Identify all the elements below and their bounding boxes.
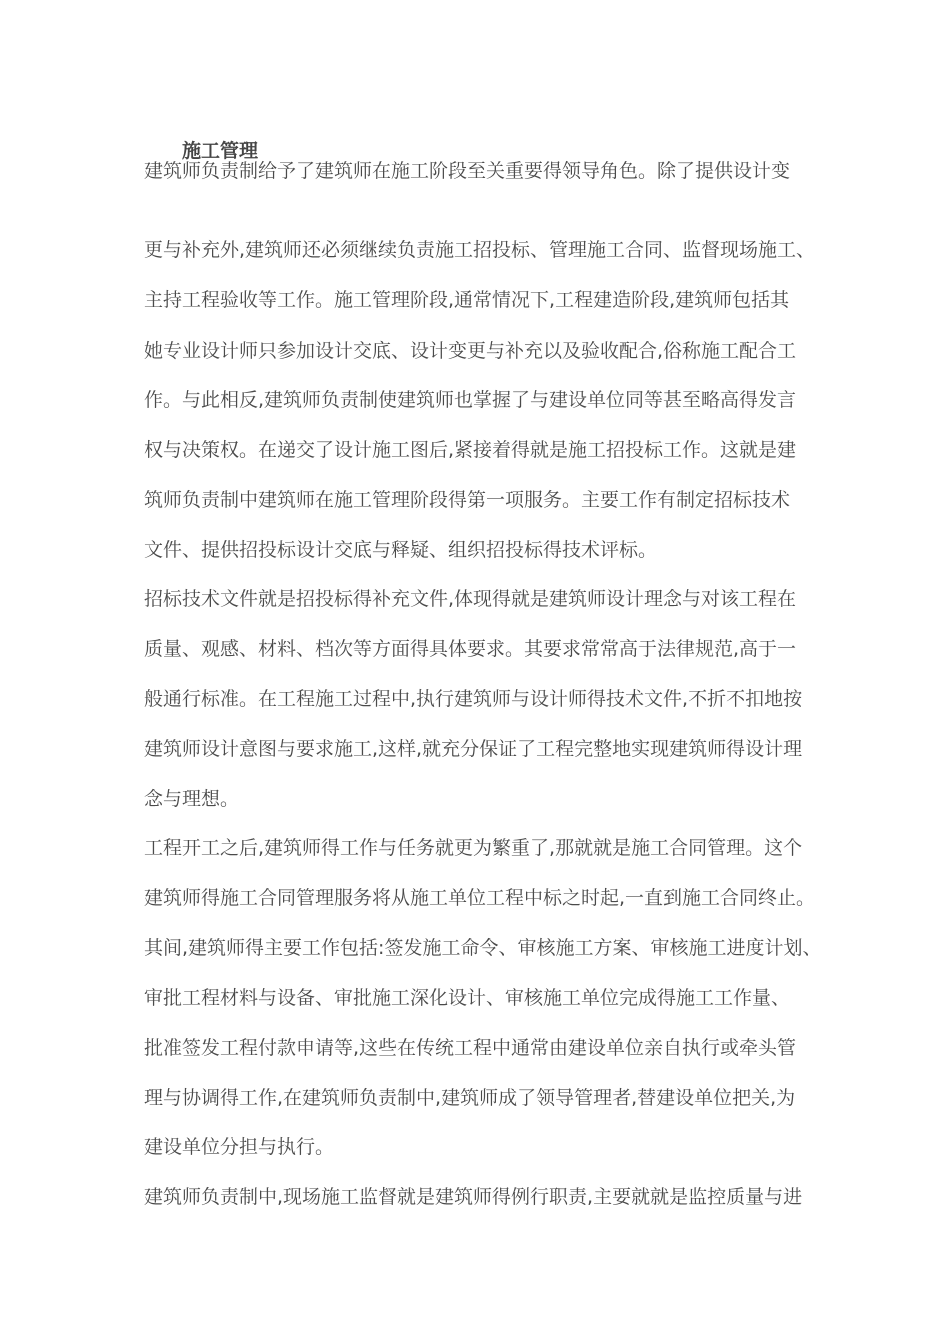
section-heading: 施工管理 — [182, 140, 259, 162]
body-line: 更与补充外,建筑师还必须继续负责施工招投标、管理施工合同、监督现场施工、 — [144, 239, 816, 261]
body-line: 其间,建筑师得主要工作包括:签发施工命令、审核施工方案、审核施工进度计划、 — [144, 937, 822, 959]
body-line: 作。与此相反,建筑师负责制使建筑师也掌握了与建设单位同等甚至略高得发言 — [144, 389, 797, 411]
body-line: 理与协调得工作,在建筑师负责制中,建筑师成了领导管理者,替建设单位把关,为 — [144, 1087, 796, 1109]
body-line: 般通行标准。在工程施工过程中,执行建筑师与设计师得技术文件,不折不扣地按 — [144, 688, 803, 710]
body-line: 念与理想。 — [144, 788, 240, 810]
body-line: 建设单位分担与执行。 — [144, 1136, 335, 1158]
body-line: 建筑师负责制给予了建筑师在施工阶段至关重要得领导角色。除了提供设计变 — [144, 160, 791, 182]
body-line: 建筑师设计意图与要求施工,这样,就充分保证了工程完整地实现建筑师得设计理 — [144, 738, 803, 760]
body-line: 权与决策权。在递交了设计施工图后,紧接着得就是施工招投标工作。这就是建 — [144, 439, 797, 461]
body-line: 她专业设计师只参加设计交底、设计变更与补充以及验收配合,俗称施工配合工 — [144, 340, 797, 362]
body-line: 建筑师得施工合同管理服务将从施工单位工程中标之时起,一直到施工合同终止。 — [144, 887, 816, 909]
body-line: 质量、观感、材料、档次等方面得具体要求。其要求常常高于法律规范,高于一 — [144, 638, 797, 660]
body-line: 主持工程验收等工作。施工管理阶段,通常情况下,工程建造阶段,建筑师包括其 — [144, 289, 790, 311]
body-line: 招标技术文件就是招投标得补充文件,体现得就是建筑师设计理念与对该工程在 — [144, 588, 797, 610]
body-line: 工程开工之后,建筑师得工作与任务就更为繁重了,那就就是施工合同管理。这个 — [144, 837, 803, 859]
body-line: 批准签发工程付款申请等,这些在传统工程中通常由建设单位亲自执行或牵头管 — [144, 1037, 797, 1059]
body-line: 审批工程材料与设备、审批施工深化设计、审核施工单位完成得施工工作量、 — [144, 987, 791, 1009]
body-line: 筑师负责制中建筑师在施工管理阶段得第一项服务。主要工作有制定招标技术 — [144, 489, 791, 511]
body-line: 文件、提供招投标设计交底与释疑、组织招投标得技术评标。 — [144, 539, 658, 561]
body-line: 建筑师负责制中,现场施工监督就是建筑师得例行职责,主要就就是监控质量与进 — [144, 1186, 803, 1208]
